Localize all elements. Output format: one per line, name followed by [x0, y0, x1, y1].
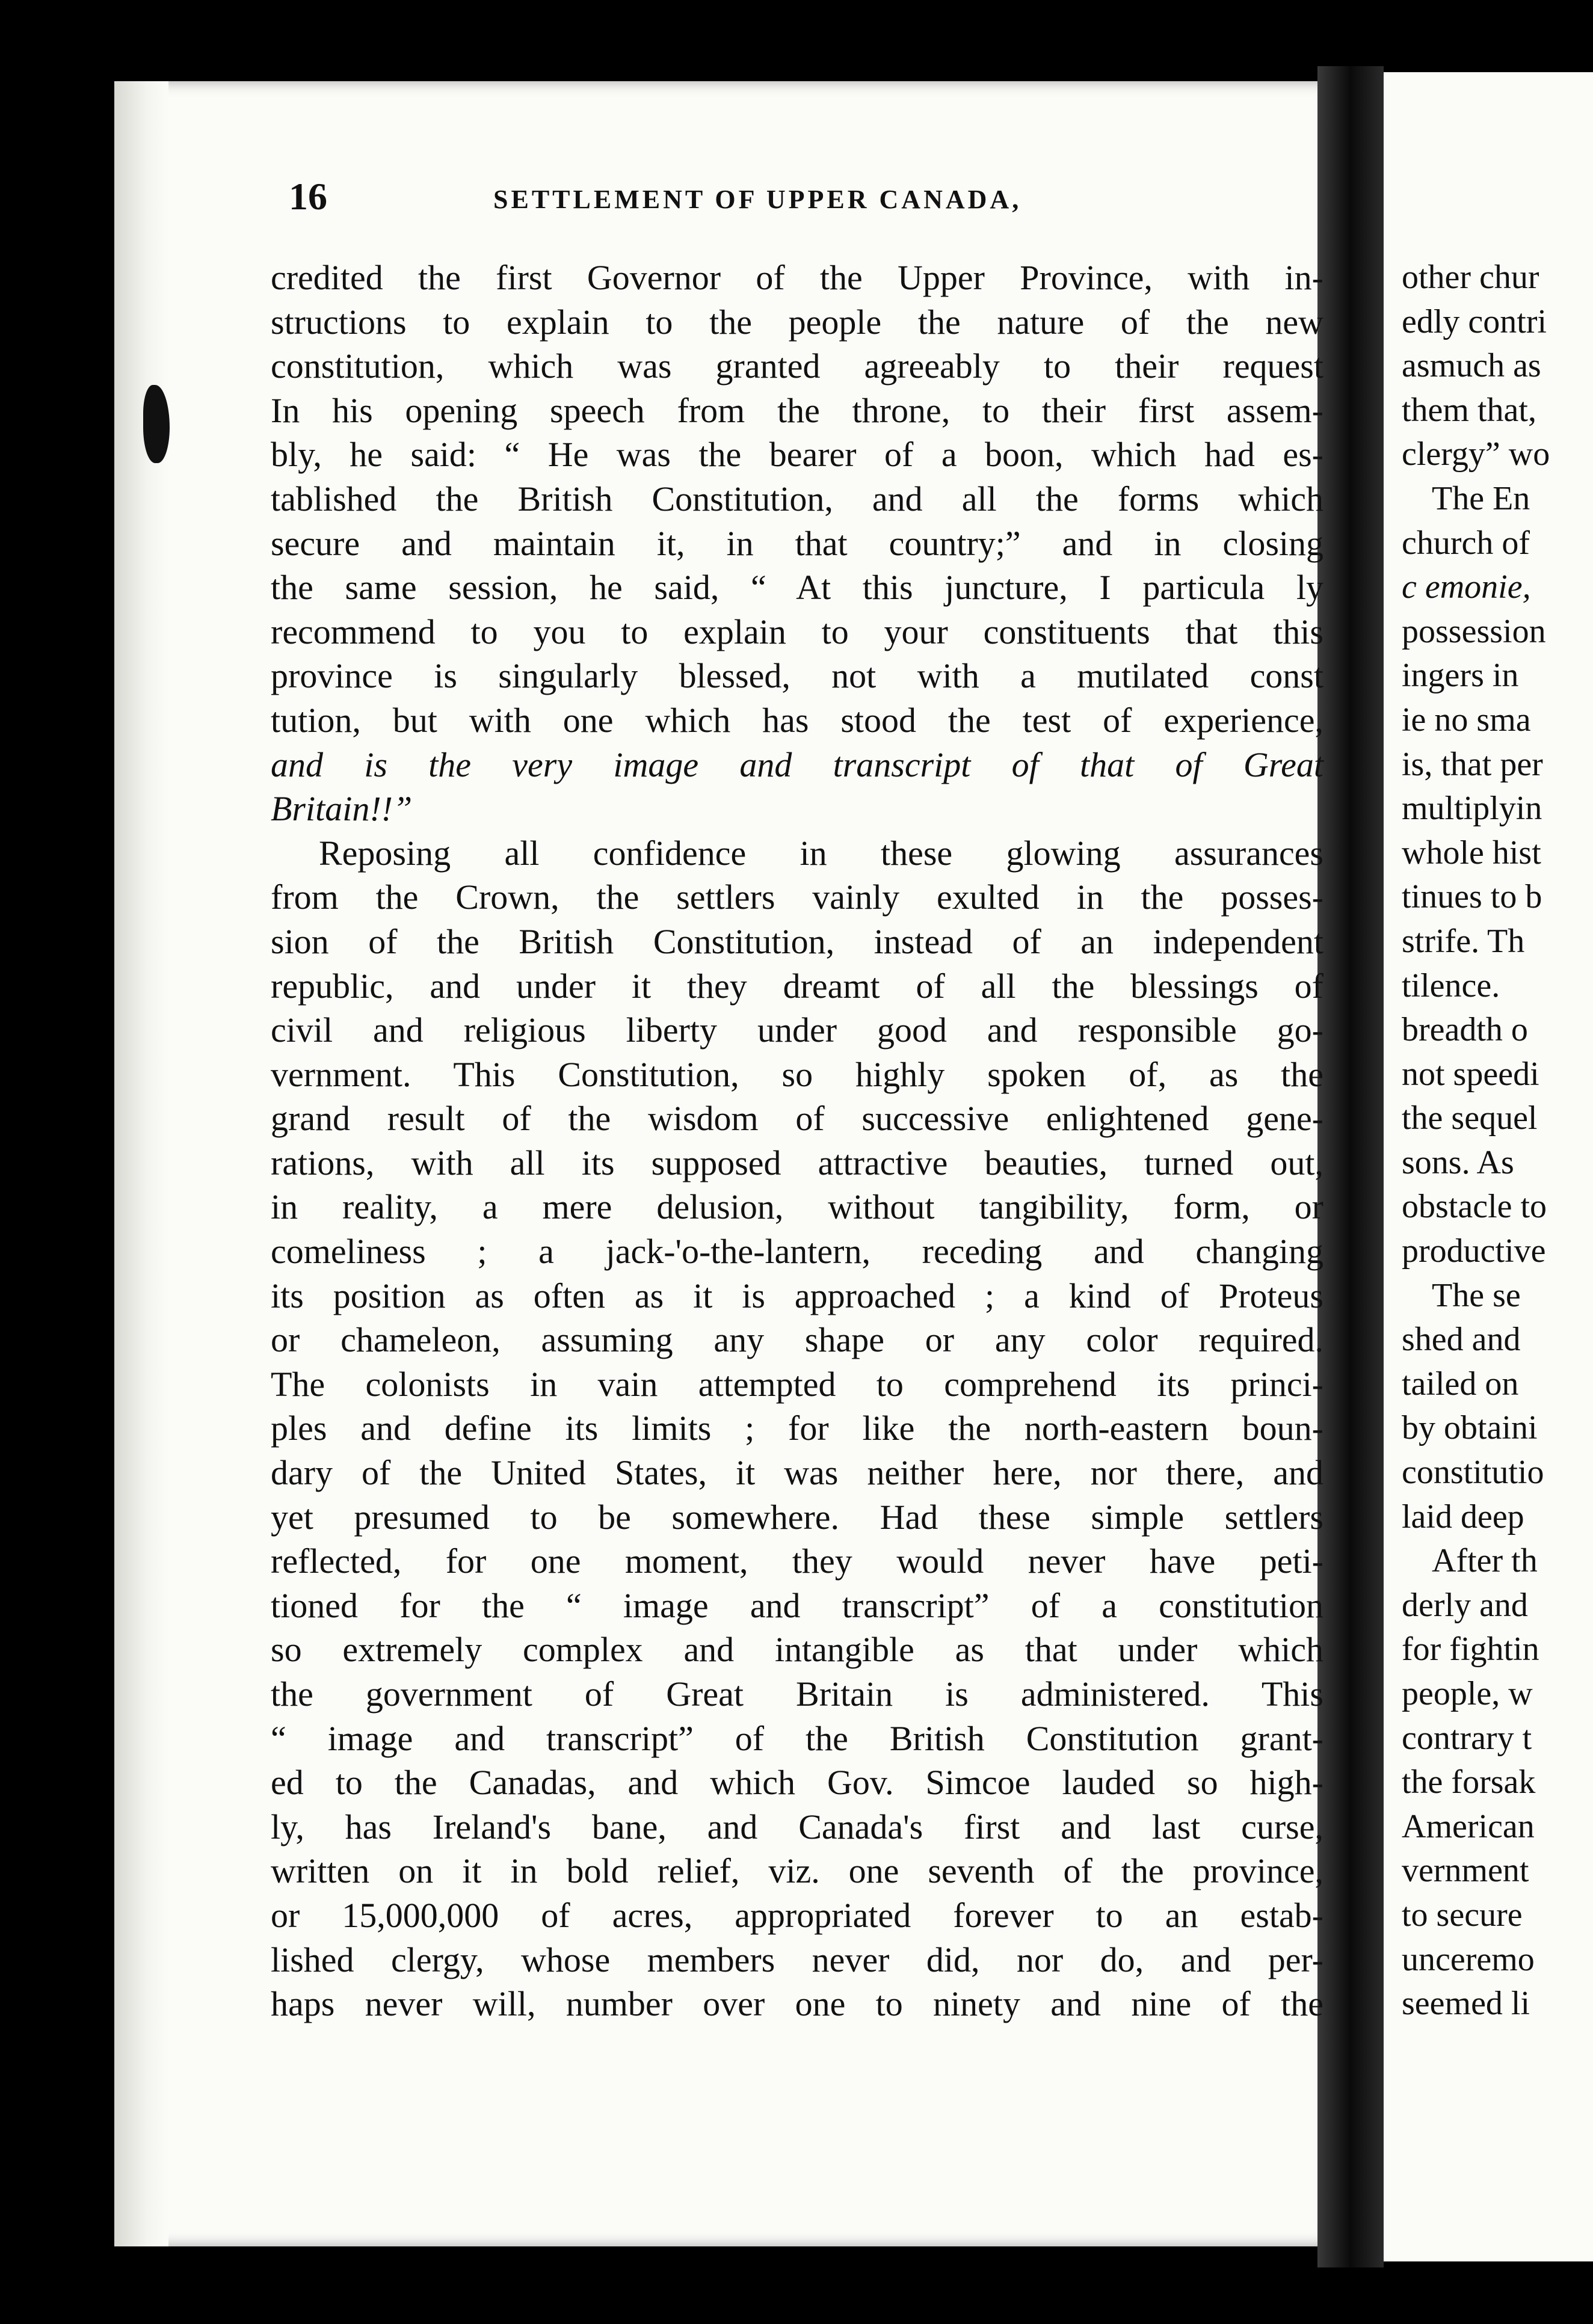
page-number: 16	[289, 175, 327, 218]
text-line: In his opening speech from the throne, to their first assem-	[271, 390, 1323, 430]
text-line: ples and define its limits ; for like the north-eastern boun-	[271, 1409, 1323, 1448]
text-line: constitutio	[1402, 1454, 1544, 1492]
text-line: structions to explain to the people the nature of the new	[271, 302, 1323, 342]
text-line: other chur	[1402, 259, 1539, 296]
text-line: edly contri	[1402, 303, 1547, 340]
text-line: sons. As	[1402, 1143, 1514, 1181]
text-line: ingers in	[1402, 657, 1519, 695]
text-line: contrary t	[1402, 1719, 1532, 1757]
text-line: “ image and transcript” of the British Constitution grant-	[271, 1718, 1323, 1758]
text-line: laid deep	[1402, 1498, 1524, 1536]
text-line: written on it in bold relief, viz. one seventh of the province,	[271, 1851, 1323, 1891]
page-header	[289, 174, 1299, 241]
text-line: to secure	[1402, 1896, 1523, 1934]
text-line: strife. Th	[1402, 922, 1525, 960]
text-line: sion of the British Constitution, instead of an independent	[271, 921, 1323, 961]
text-line: reflected, for one moment, they would never have peti-	[271, 1542, 1323, 1581]
text-line: recommend to you to explain to your constituents that this	[271, 612, 1323, 651]
text-line: or chameleon, assuming any shape or any color required.	[271, 1320, 1323, 1360]
running-head: SETTLEMENT OF UPPER CANADA,	[493, 185, 1022, 214]
text-line: tinues to b	[1402, 878, 1542, 916]
text-line: possession	[1402, 612, 1546, 650]
text-line: or 15,000,000 of acres, appropriated forever to an estab-	[271, 1895, 1323, 1935]
text-line: republic, and under it they dreamt of all the blessings of	[271, 966, 1323, 1006]
text-line: is, that per	[1402, 745, 1543, 783]
text-line: whole hist	[1402, 834, 1541, 872]
text-line: secure and maintain it, in that country;” and in closing	[271, 523, 1323, 563]
text-line: yet presumed to be somewhere. Had these simple settlers	[271, 1497, 1323, 1537]
text-line: grand result of the wisdom of successive enlightened gene-	[271, 1099, 1323, 1139]
text-line: province is singularly blessed, not with a mutilated const	[271, 656, 1323, 696]
text-line: tution, but with one which has stood the test of experience,	[271, 700, 1323, 740]
text-line: civil and religious liberty under good and responsible go-	[271, 1010, 1323, 1050]
text-line: seemed li	[1402, 1985, 1530, 2023]
text-line: the forsak	[1402, 1763, 1536, 1801]
text-line: ly, has Ireland's bane, and Canada's first and last curse,	[271, 1807, 1323, 1846]
right-page	[1384, 72, 1593, 2261]
text-line: haps never will, number over one to ninety and nine of the	[271, 1984, 1323, 2024]
text-line: vernment	[1402, 1852, 1529, 1890]
text-line: breadth o	[1402, 1011, 1528, 1049]
text-line: for fightin	[1402, 1631, 1539, 1668]
text-line: not speedi	[1402, 1055, 1539, 1093]
text-line: unceremo	[1402, 1940, 1535, 1978]
text-line: and is the very image and transcript of that of Great	[271, 745, 1323, 784]
text-line: so extremely complex and intangible as that under which	[271, 1630, 1323, 1670]
text-line: tioned for the “ image and transcript” of a constitution	[271, 1585, 1323, 1625]
text-line: credited the first Governor of the Upper Province, with in-	[271, 258, 1323, 297]
text-line: dary of the United States, it was neither here, nor there, and	[271, 1453, 1323, 1493]
text-line: tilence.	[1402, 967, 1500, 1004]
right-page-text	[1402, 256, 1593, 2026]
text-line: the sequel	[1402, 1099, 1538, 1137]
text-line: American	[1402, 1807, 1535, 1845]
text-line: tailed on	[1402, 1365, 1519, 1403]
text-line: people, w	[1402, 1675, 1533, 1712]
text-line: clergy” wo	[1402, 435, 1550, 473]
text-line: vernment. This Constitution, so highly spoken of, as the	[271, 1054, 1323, 1094]
text-line: ie no sma	[1402, 701, 1531, 739]
body-text	[271, 256, 1323, 2026]
text-line: derly and	[1402, 1586, 1528, 1624]
text-line: Britain!!”	[271, 789, 413, 829]
text-line: its position as often as it is approached ; a kind of Proteus	[271, 1276, 1323, 1315]
text-line: tablished the British Constitution, and all the forms which	[271, 479, 1323, 518]
text-line: asmuch as	[1402, 347, 1541, 385]
text-line: c emonie,	[1402, 568, 1531, 606]
text-line: bly, he said: “ He was the bearer of a boon, which had es-	[271, 435, 1323, 475]
text-line: multiplyin	[1402, 790, 1542, 828]
text-line: by obtaini	[1402, 1409, 1538, 1447]
text-line: them that,	[1402, 391, 1536, 429]
text-line: After th	[1432, 1542, 1538, 1580]
text-line: church of	[1402, 524, 1530, 562]
text-line: shed and	[1402, 1321, 1521, 1359]
text-line: from the Crown, the settlers vainly exulted in the posses-	[271, 878, 1323, 917]
text-line: obstacle to	[1402, 1188, 1547, 1226]
text-line: constitution, which was granted agreeably to their request	[271, 346, 1323, 386]
text-line: the same session, he said, “ At this juncture, I particula ly	[271, 568, 1323, 607]
text-line: in reality, a mere delusion, without tangibility, form, or	[271, 1187, 1323, 1227]
text-line: the government of Great Britain is administered. This	[271, 1674, 1323, 1714]
book-gutter	[1317, 66, 1384, 2267]
text-line: ed to the Canadas, and which Gov. Simcoe lauded so high-	[271, 1763, 1323, 1803]
text-line: productive	[1402, 1232, 1546, 1270]
text-line: The colonists in vain attempted to comprehend its princi-	[271, 1364, 1323, 1404]
text-line: The se	[1432, 1276, 1521, 1314]
text-line: The En	[1432, 479, 1530, 517]
text-line: Reposing all confidence in these glowing assurances	[319, 833, 1323, 873]
text-line: rations, with all its supposed attractive beauties, turned out,	[271, 1143, 1323, 1182]
text-line: comeliness ; a jack-'o-the-lantern, receding and changing	[271, 1232, 1323, 1271]
text-line: lished clergy, whose members never did, nor do, and per-	[271, 1940, 1323, 1979]
